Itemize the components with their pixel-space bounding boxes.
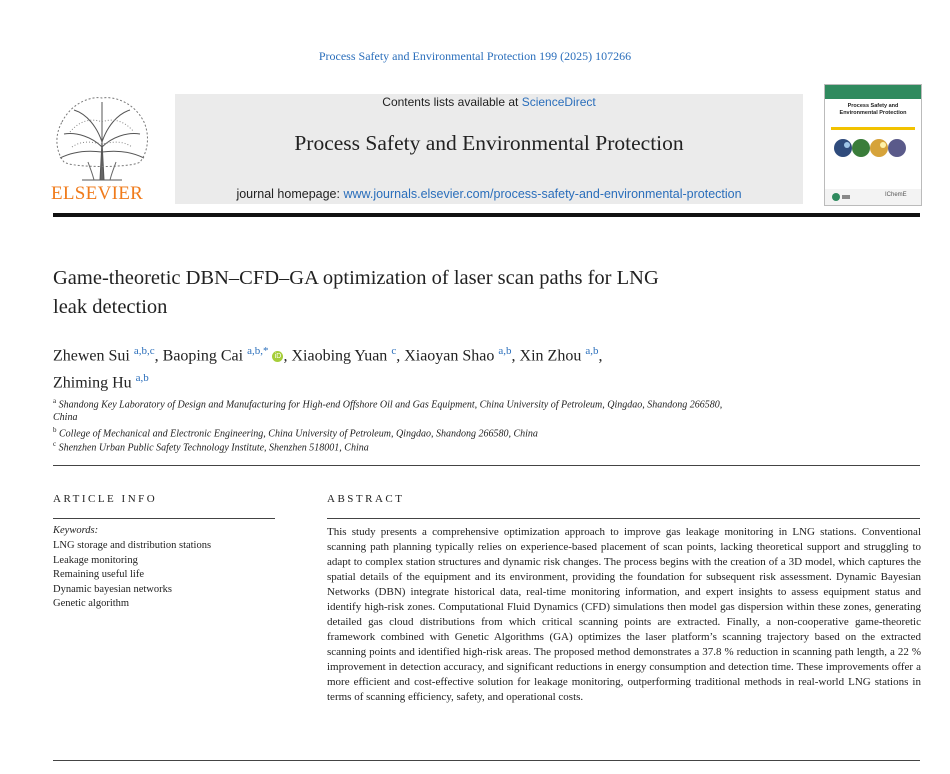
journal-citation[interactable]: Process Safety and Environmental Protection 199 (2025) 107266 bbox=[318, 49, 632, 63]
contents-prefix: Contents lists available at bbox=[382, 95, 522, 109]
affiliation-text-continued: China bbox=[53, 412, 78, 424]
cover-publisher-logo-icon bbox=[831, 192, 851, 202]
affiliation-mark: a bbox=[53, 397, 57, 405]
article-info-heading: ARTICLE INFO bbox=[53, 493, 158, 505]
header-rule bbox=[53, 213, 920, 217]
article-info-rule bbox=[53, 518, 275, 519]
article-title-line-2: leak detection bbox=[53, 296, 168, 318]
author-list: Zhewen Sui $^{a,b,c}$, Baoping Cai $^{a,b,*}$ iD , Xiaobing Yuan $^c$, Xiaoyan Shao $^{a,b}$, Xin Zhou $^{a,b}$, Zhiming Hu $^{a,b}$ bbox=[53, 345, 603, 392]
abstract-text: This study presents a comprehensive optimization approach to improve gas leakage monitoring in LNG stations. Conventional scanning path planning typically relies on experience-based placement of scan points, lacking theoretical support and struggling to adapt to complex station structures and dynamic risk changes. The process begins with the creation of a 3D model, which captures the spatial details of the equipment and its environment, providing the foundation for subsequent risk assessment. Dynamic Bayesian Networks (DBN) integrate historical data, real-time monitoring information, and expert insights to assess equipment status and identify high-risk zones. Computational Fluid Dynamics (CFD) simulations then model gas dispersion within these zones, generating detailed gas cloud distributions from which critical scanning points are extracted. Finally, a non-cooperative game-theoretic framework combined with Genetic Algorithms (GA) optimizes the laser platform’s scanning trajectory based on the extracted scanning points and identified high-risk areas. The proposed method demonstrates a 37.8 % reduction in scanning path length, a 22 % improvement in detection accuracy, and significant reductions in energy consumption and detection time. These improvements offer a more efficient and cost-effective solution for leakage monitoring, outperforming traditional methods in real-world LNG stations in terms of scanning efficiency, safety, and operational costs. bbox=[327, 526, 921, 703]
journal-homepage bbox=[175, 187, 803, 201]
homepage-link[interactable]: www.journals.elsevier.com/process-safety-and-environmental-protection bbox=[343, 187, 742, 201]
bottom-rule bbox=[53, 760, 920, 761]
author-name[interactable]: Baoping Cai bbox=[162, 347, 244, 365]
author-name[interactable]: Xiaoyan Shao bbox=[404, 347, 495, 365]
orcid-icon[interactable]: iD bbox=[272, 351, 283, 362]
sciencedirect-link[interactable]: ScienceDirect bbox=[521, 95, 596, 109]
keyword-item[interactable]: Leakage monitoring bbox=[53, 554, 138, 566]
author-name[interactable]: Xin Zhou bbox=[519, 347, 582, 365]
affiliation-text: Shenzhen Urban Public Safety Technology Institute, Shenzhen 518001, China bbox=[58, 442, 369, 454]
contents-line bbox=[175, 95, 803, 109]
keyword-item[interactable]: LNG storage and distribution stations bbox=[53, 540, 212, 551]
homepage-prefix: journal homepage: bbox=[236, 187, 344, 201]
journal-title: Process Safety and Environmental Protection bbox=[294, 131, 684, 155]
journal-cover-thumbnail[interactable] bbox=[824, 84, 922, 206]
abstract-rule bbox=[327, 518, 920, 519]
affiliation-a bbox=[53, 395, 813, 424]
cover-band bbox=[825, 85, 921, 99]
affiliation-text: College of Mechanical and Electronic Engineering, China University of Petroleum, Qingdao, Shandong 266580, China bbox=[59, 428, 538, 440]
keyword-item[interactable]: Genetic algorithm bbox=[53, 598, 130, 609]
affiliation-c bbox=[53, 438, 813, 454]
author-name[interactable]: Zhewen Sui bbox=[53, 347, 130, 365]
cover-title: Process Safety and Environmental Protection bbox=[839, 103, 907, 116]
elsevier-tree-logo bbox=[52, 92, 152, 182]
author-affiliation-mark[interactable]: a,b bbox=[585, 345, 599, 357]
author-name[interactable]: Zhiming Hu bbox=[53, 374, 132, 392]
keyword-item[interactable]: Remaining useful life bbox=[53, 569, 144, 580]
author-affiliation-mark[interactable]: c bbox=[391, 345, 397, 357]
author-affiliation-mark[interactable]: a,b,c bbox=[133, 345, 155, 357]
affiliation-text: Shandong Key Laboratory of Design and Manufacturing for High-end Offshore Oil and Gas Equipment, China University of Petroleum, Qingdao, Shandong 266580, bbox=[58, 399, 723, 411]
author-affiliation-mark[interactable]: a,b bbox=[498, 345, 512, 357]
author-affiliation-mark[interactable]: a,b bbox=[135, 372, 149, 385]
author-affiliation-mark[interactable]: a,b,* bbox=[247, 345, 269, 357]
author-name[interactable]: Xiaobing Yuan bbox=[291, 347, 388, 365]
article-title bbox=[53, 264, 823, 322]
affiliation-mark: c bbox=[53, 440, 57, 448]
affiliation-rule bbox=[53, 465, 920, 466]
cover-yellow-bar bbox=[831, 127, 915, 130]
cover-publisher-name: IChemE bbox=[885, 192, 907, 198]
elsevier-wordmark: ELSEVIER bbox=[51, 183, 144, 204]
affiliation-mark: b bbox=[53, 426, 57, 434]
keywords-label: Keywords: bbox=[53, 525, 99, 536]
abstract-heading: ABSTRACT bbox=[327, 493, 405, 505]
keyword-item[interactable]: Dynamic bayesian networks bbox=[53, 583, 172, 595]
article-title-line-1: Game-theoretic DBN–CFD–GA optimization of laser scan paths for LNG bbox=[53, 267, 659, 289]
cover-globes-image bbox=[833, 137, 913, 159]
